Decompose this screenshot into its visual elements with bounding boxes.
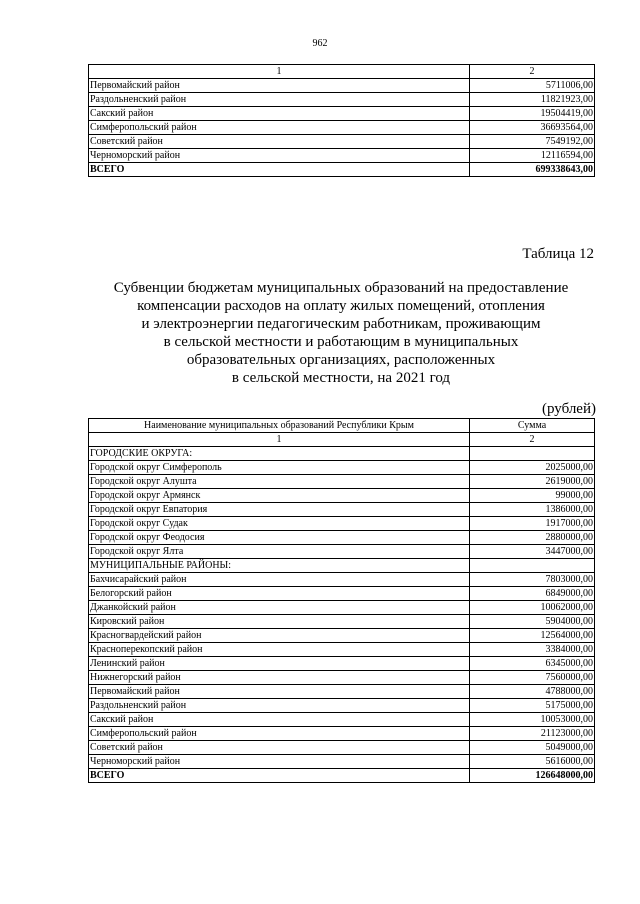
municipality-name: Городской округ Феодосия xyxy=(89,531,470,545)
municipality-name: Раздольненский район xyxy=(89,93,470,107)
title-line: и электроэнергии педагогическим работникам, проживающим xyxy=(141,316,541,332)
column-header-sum: Сумма xyxy=(470,419,595,433)
municipality-name: Красноперекопский район xyxy=(89,643,470,657)
empty-cell xyxy=(470,447,595,461)
amount-value: 5175000,00 xyxy=(470,699,595,713)
title-line: в сельской местности и работающим в муниципальных xyxy=(163,334,519,350)
amount-value: 7549192,00 xyxy=(470,135,595,149)
table-row xyxy=(89,135,595,149)
municipality-name: Раздольненский район xyxy=(89,699,470,713)
table-header-row xyxy=(89,65,595,79)
amount-value: 4788000,00 xyxy=(470,685,595,699)
municipality-name: Городской округ Евпатория xyxy=(89,503,470,517)
municipality-name: Городской округ Ялта xyxy=(89,545,470,559)
amount-value: 6345000,00 xyxy=(470,657,595,671)
column-header-name: Наименование муниципальных образований Республики Крым xyxy=(89,419,470,433)
table-row xyxy=(89,121,595,135)
table-row xyxy=(89,79,595,93)
amount-value: 6849000,00 xyxy=(470,587,595,601)
title-line: в сельской местности, на 2021 год xyxy=(231,370,451,386)
table-row xyxy=(89,475,595,489)
table-row xyxy=(89,461,595,475)
table-row xyxy=(89,489,595,503)
amount-value: 3447000,00 xyxy=(470,545,595,559)
municipality-name: Джанкойский район xyxy=(89,601,470,615)
municipality-name: Городской округ Армянск xyxy=(89,489,470,503)
amount-value: 5049000,00 xyxy=(470,741,595,755)
title-line: компенсации расходов на оплату жилых помещений, отопления xyxy=(137,298,545,314)
municipality-name: Бахчисарайский район xyxy=(89,573,470,587)
amount-value: 5711006,00 xyxy=(470,79,595,93)
column-number-1: 1 xyxy=(89,65,470,79)
table-row xyxy=(89,615,595,629)
municipality-name: Симферопольский район xyxy=(89,727,470,741)
table-row xyxy=(89,657,595,671)
municipality-name: ВСЕГО xyxy=(89,769,470,783)
amount-value: 2880000,00 xyxy=(470,531,595,545)
amount-value: 5904000,00 xyxy=(470,615,595,629)
municipality-name: Сакский район xyxy=(89,107,470,121)
amount-value: 3384000,00 xyxy=(470,643,595,657)
total-row xyxy=(89,163,595,177)
total-row xyxy=(89,769,595,783)
amount-value: 7803000,00 xyxy=(470,573,595,587)
column-number-2: 2 xyxy=(470,433,595,447)
municipality-name: Белогорский район xyxy=(89,587,470,601)
municipality-name: Советский район xyxy=(89,741,470,755)
municipality-name: Ленинский район xyxy=(89,657,470,671)
table-row xyxy=(89,685,595,699)
municipality-name: Первомайский район xyxy=(89,685,470,699)
amount-value: 5616000,00 xyxy=(470,755,595,769)
municipality-name: Кировский район xyxy=(89,615,470,629)
page-number: 962 xyxy=(312,38,328,49)
column-numbers-row xyxy=(89,433,595,447)
table-row xyxy=(89,601,595,615)
amount-value: 11821923,00 xyxy=(470,93,595,107)
municipality-name: Сакский район xyxy=(89,713,470,727)
column-number-1: 1 xyxy=(89,433,470,447)
amount-value: 1917000,00 xyxy=(470,517,595,531)
table-label: Таблица 12 xyxy=(522,246,594,262)
section-row-urban xyxy=(89,447,595,461)
table-row xyxy=(89,699,595,713)
municipality-name: Городской округ Симферополь xyxy=(89,461,470,475)
municipality-name: Нижнегорский район xyxy=(89,671,470,685)
amount-value: 2619000,00 xyxy=(470,475,595,489)
table-row xyxy=(89,629,595,643)
municipality-name: ВСЕГО xyxy=(89,163,470,177)
municipality-name: Черноморский район xyxy=(89,755,470,769)
amount-value: 10062000,00 xyxy=(470,601,595,615)
municipality-name: Красногвардейский район xyxy=(89,629,470,643)
title-line: Субвенции бюджетам муниципальных образований на предоставление xyxy=(113,280,569,296)
amount-value: 12564000,00 xyxy=(470,629,595,643)
amount-value: 99000,00 xyxy=(470,489,595,503)
table-row xyxy=(89,573,595,587)
municipality-name: Первомайский район xyxy=(89,79,470,93)
table-row xyxy=(89,671,595,685)
municipality-name: Черноморский район xyxy=(89,149,470,163)
table-row xyxy=(89,713,595,727)
table-row xyxy=(89,149,595,163)
table-row xyxy=(89,503,595,517)
amount-value: 2025000,00 xyxy=(470,461,595,475)
table-row xyxy=(89,517,595,531)
section-label-districts: МУНИЦИПАЛЬНЫЕ РАЙОНЫ: xyxy=(89,559,470,573)
municipality-name: Городской округ Алушта xyxy=(89,475,470,489)
amount-value: 1386000,00 xyxy=(470,503,595,517)
amount-value: 10053000,00 xyxy=(470,713,595,727)
table-row xyxy=(89,545,595,559)
table-row xyxy=(89,727,595,741)
table-continuation xyxy=(88,64,595,177)
table-row xyxy=(89,587,595,601)
table-title xyxy=(88,279,594,387)
table-row xyxy=(89,755,595,769)
amount-value: 126648000,00 xyxy=(470,769,595,783)
amount-value: 699338643,00 xyxy=(470,163,595,177)
column-number-2: 2 xyxy=(470,65,595,79)
amount-value: 21123000,00 xyxy=(470,727,595,741)
municipality-name: Городской округ Судак xyxy=(89,517,470,531)
amount-value: 7560000,00 xyxy=(470,671,595,685)
municipality-name: Советский район xyxy=(89,135,470,149)
table-row xyxy=(89,93,595,107)
units-label: (рублей) xyxy=(541,401,596,417)
section-row-districts xyxy=(89,559,595,573)
table-header-row xyxy=(89,419,595,433)
amount-value: 36693564,00 xyxy=(470,121,595,135)
amount-value: 19504419,00 xyxy=(470,107,595,121)
table-row xyxy=(89,531,595,545)
section-label-urban: ГОРОДСКИЕ ОКРУГА: xyxy=(89,447,470,461)
table-row xyxy=(89,741,595,755)
title-line: образовательных организациях, расположенных xyxy=(186,352,496,368)
subvention-table xyxy=(88,418,595,783)
table-row xyxy=(89,643,595,657)
amount-value: 12116594,00 xyxy=(470,149,595,163)
empty-cell xyxy=(470,559,595,573)
table-row xyxy=(89,107,595,121)
municipality-name: Симферопольский район xyxy=(89,121,470,135)
